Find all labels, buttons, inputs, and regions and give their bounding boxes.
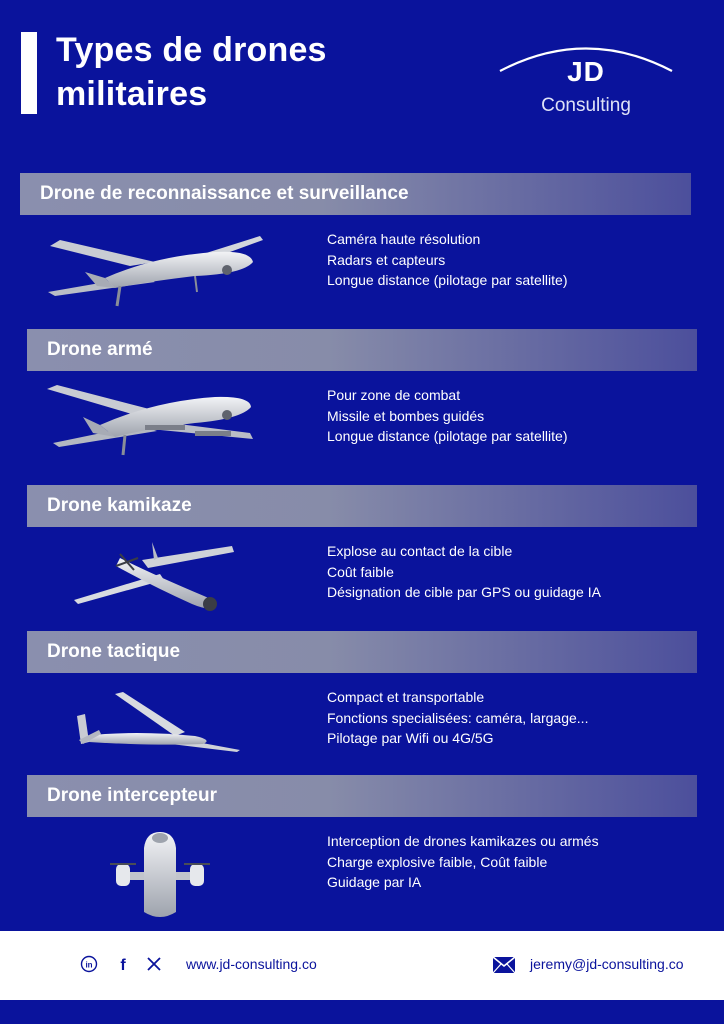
section-title: Drone kamikaze xyxy=(47,495,192,516)
interceptor-drone-image xyxy=(110,828,210,922)
section-title: Drone tactique xyxy=(47,641,181,662)
feature-item: Missile et bombes guidés xyxy=(327,407,485,424)
feature-item: Coût faible xyxy=(327,563,394,580)
feature-item: Guidage par IA xyxy=(327,874,422,890)
website-link[interactable]: www.jd-consulting.co xyxy=(186,956,317,972)
jd-consulting-logo xyxy=(498,38,674,122)
page-title xyxy=(56,28,416,116)
feature-item: Pilotage par Wifi ou 4G/5G xyxy=(327,730,494,746)
section-header-interceptor xyxy=(27,775,697,817)
x-icon[interactable] xyxy=(145,955,163,973)
feature-item: Compact et transportable xyxy=(327,689,485,705)
armed-drone-image xyxy=(45,381,260,459)
feature-item: Longue distance (pilotage par satellite) xyxy=(327,428,568,444)
kamikaze-drone-image xyxy=(72,540,237,614)
footer xyxy=(0,931,724,1000)
feature-item: Pour zone de combat xyxy=(327,387,461,403)
feature-item: Radars et capteurs xyxy=(327,251,446,268)
surveillance-drone-image xyxy=(45,226,265,310)
mail-icon xyxy=(492,956,516,974)
feature-list-interceptor xyxy=(327,831,599,893)
logo-initials: JD xyxy=(567,56,605,87)
facebook-icon[interactable] xyxy=(114,955,132,973)
linkedin-icon[interactable] xyxy=(80,955,98,973)
section-header-tactical xyxy=(27,631,697,673)
title-accent-bar xyxy=(21,32,37,114)
feature-list-tactical xyxy=(327,687,588,749)
svg-text:f: f xyxy=(120,957,126,973)
feature-item: Fonctions specialisées: caméra, largage... xyxy=(327,709,589,726)
feature-list-surveillance xyxy=(327,229,568,291)
logo-subtitle: Consulting xyxy=(541,95,631,116)
feature-item: Interception de drones kamikazes ou armés xyxy=(327,833,599,849)
feature-item: Caméra haute résolution xyxy=(327,231,481,247)
svg-text:in: in xyxy=(85,960,93,970)
feature-item: Explose au contact de la cible xyxy=(327,543,513,559)
section-header-armed xyxy=(27,329,697,371)
title-line-1: Types de drones xyxy=(56,31,327,69)
feature-list-kamikaze xyxy=(327,541,601,603)
bottom-strip xyxy=(0,1000,724,1024)
section-header-surveillance xyxy=(20,173,691,215)
section-title: Drone armé xyxy=(47,339,153,360)
feature-item: Longue distance (pilotage par satellite) xyxy=(327,272,568,288)
section-header-kamikaze xyxy=(27,485,697,527)
email-link[interactable]: jeremy@jd-consulting.co xyxy=(530,956,684,972)
feature-list-armed xyxy=(327,385,568,447)
section-title: Drone de reconnaissance et surveillance xyxy=(40,183,409,204)
tactical-drone-image xyxy=(75,690,243,752)
title-line-2: militaires xyxy=(56,75,208,113)
feature-item: Désignation de cible par GPS ou guidage IA xyxy=(327,584,601,600)
feature-item: Charge explosive faible, Coût faible xyxy=(327,853,548,870)
section-title: Drone intercepteur xyxy=(47,785,217,806)
